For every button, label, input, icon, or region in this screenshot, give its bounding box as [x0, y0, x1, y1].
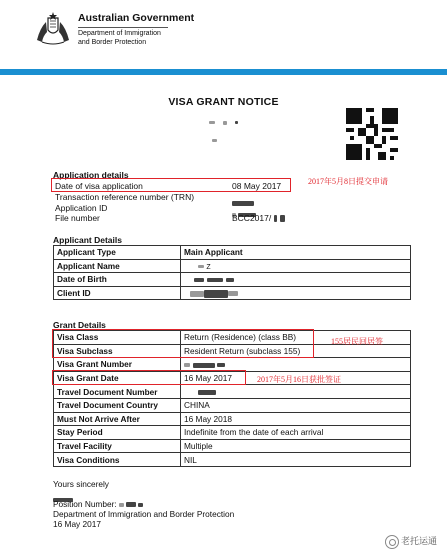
qr-code-icon: [346, 108, 398, 160]
visa-class-label: Visa Class: [54, 331, 181, 345]
must-not-arrive-after-value: 16 May 2018: [181, 412, 411, 426]
department-name: Department of Immigration and Border Protection: [78, 30, 161, 46]
date-of-application-label: Date of visa application: [55, 181, 143, 191]
wechat-logo-icon: [385, 535, 399, 549]
closing-text: Yours sincerely: [53, 479, 109, 489]
footer-date: 16 May 2017: [53, 519, 101, 529]
redacted-subtitle: [209, 114, 243, 120]
government-name: Australian Government: [78, 12, 195, 24]
applicant-details-heading: Applicant Details: [53, 235, 122, 245]
date-of-birth-redacted: [181, 273, 411, 287]
page-title: VISA GRANT NOTICE: [168, 96, 279, 108]
travel-document-number-redacted: [181, 385, 411, 399]
application-details-heading: Application details: [53, 170, 129, 180]
visa-grant-number-label: Visa Grant Number: [54, 358, 181, 372]
file-number-value: BCC2017/: [232, 213, 285, 224]
table-row: [54, 273, 411, 287]
table-row: [54, 439, 411, 453]
annotation-visa-subclass: 155居民回居签: [331, 337, 383, 346]
travel-document-country-value: CHINA: [181, 398, 411, 412]
travel-document-number-label: Travel Document Number: [54, 385, 181, 399]
table-row: [54, 398, 411, 412]
table-row: [54, 246, 411, 260]
file-number-label: File number: [55, 213, 100, 223]
visa-subclass-value: Resident Return (subclass 155): [181, 344, 411, 358]
visa-conditions-value: NIL: [181, 453, 411, 467]
travel-facility-label: Travel Facility: [54, 439, 181, 453]
client-id-label: Client ID: [54, 286, 181, 300]
applicant-name-value: Z: [181, 259, 411, 273]
header-rule: [78, 27, 168, 28]
applicant-type-value: Main Applicant: [181, 246, 411, 260]
date-of-birth-label: Date of Birth: [54, 273, 181, 287]
must-not-arrive-after-label: Must Not Arrive After: [54, 412, 181, 426]
trn-label: Transaction reference number (TRN): [55, 192, 195, 202]
highlight-box: [52, 329, 314, 358]
visa-subclass-label: Visa Subclass: [54, 344, 181, 358]
table-row: [54, 286, 411, 300]
visa-grant-date-label: Visa Grant Date: [54, 371, 181, 385]
table-row: [54, 259, 411, 273]
annotation-application-date: 2017年5月8日提交申请: [308, 177, 388, 186]
stay-period-label: Stay Period: [54, 426, 181, 440]
visa-grant-date-value: 16 May 2017: [181, 371, 411, 385]
travel-document-country-label: Travel Document Country: [54, 398, 181, 412]
application-id-label: Application ID: [55, 203, 108, 213]
travel-facility-value: Multiple: [181, 439, 411, 453]
applicant-type-label: Applicant Type: [54, 246, 181, 260]
visa-class-value: Return (Residence) (class BB): [181, 331, 411, 345]
table-row: [54, 426, 411, 440]
date-of-application-value: 08 May 2017: [232, 181, 282, 191]
watermark: 老托运通: [385, 534, 437, 549]
highlight-box: [51, 178, 291, 192]
annotation-grant-date: 2017年5月16日获批签证: [257, 375, 341, 384]
position-number: Position Number:: [53, 499, 143, 509]
visa-conditions-label: Visa Conditions: [54, 453, 181, 467]
table-row: [54, 412, 411, 426]
grant-details-heading: Grant Details: [53, 320, 106, 330]
highlight-box: [52, 370, 246, 385]
applicant-name-label: Applicant Name: [54, 259, 181, 273]
client-id-redacted: [181, 286, 411, 300]
table-row: [54, 453, 411, 467]
table-row: [54, 385, 411, 399]
stay-period-value: Indefinite from the date of each arrival: [181, 426, 411, 440]
footer-department: Department of Immigration and Border Protection: [53, 509, 235, 519]
header-bar: [0, 69, 447, 75]
applicant-details-table: [53, 245, 411, 300]
coat-of-arms-icon: [34, 10, 72, 46]
